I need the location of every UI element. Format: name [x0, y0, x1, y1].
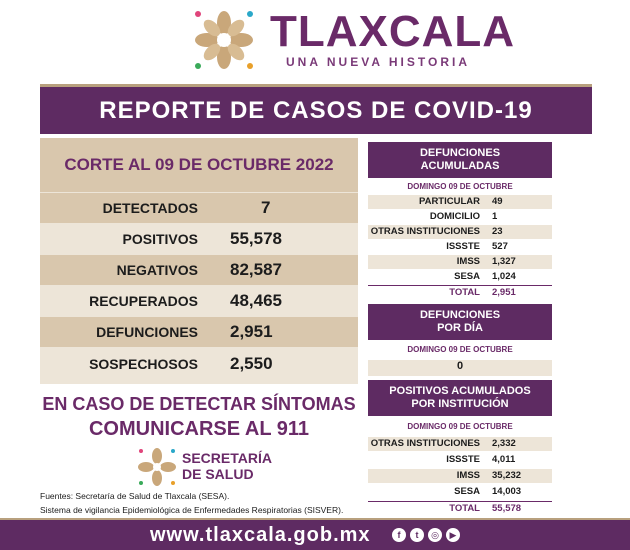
stat-row-detectados [40, 193, 358, 223]
report-title-bar [40, 84, 592, 134]
tlaxcala-flower-logo-icon [192, 8, 256, 72]
stat-value: 2,550 [230, 354, 273, 373]
table-row [368, 240, 552, 254]
positivos-institucion-header [368, 380, 552, 416]
stat-value: 82,587 [230, 260, 282, 279]
row-label: SESA [454, 271, 480, 282]
section-title: DEFUNCIONES [419, 147, 501, 159]
stat-label: DEFUNCIONES [96, 324, 198, 340]
total-label: TOTAL [449, 503, 480, 514]
row-label: PARTICULAR [418, 196, 480, 207]
total-label: TOTAL [449, 287, 480, 298]
header [0, 0, 630, 82]
row-value: 1,327 [492, 256, 516, 267]
youtube-icon[interactable]: ▶ [446, 528, 460, 542]
section-date: DOMINGO 09 DE OCTUBRE [407, 422, 513, 431]
stat-label: POSITIVOS [122, 231, 198, 247]
stat-value: 55,578 [230, 229, 282, 248]
table-row [368, 195, 552, 209]
secretaria-salud-logo-icon [136, 446, 178, 488]
table-row [368, 255, 552, 269]
section-date: DOMINGO 09 DE OCTUBRE [407, 345, 513, 354]
sisver-text: Sistema de vigilancia Epidemiológica de Enfermedades Respiratorias (SISVER). [40, 505, 344, 515]
row-label: ISSSTE [446, 454, 480, 465]
stat-label: NEGATIVOS [116, 262, 198, 278]
section-title: POR INSTITUCIÓN [411, 398, 509, 410]
section-title: ACUMULADAS [420, 160, 500, 172]
row-label: SESA [454, 486, 480, 497]
total-value: 55,578 [492, 503, 522, 514]
website-link[interactable]: www.tlaxcala.gob.mx [150, 524, 371, 546]
report-title: REPORTE DE CASOS DE COVID-19 [99, 96, 533, 124]
table-row [368, 437, 552, 451]
row-value: 23 [492, 226, 503, 237]
stat-row-negativos [40, 255, 358, 285]
table-row [368, 453, 552, 467]
section-title: POR DÍA [437, 322, 483, 334]
section-title: DEFUNCIONES [419, 309, 501, 321]
salud-line-2: DE SALUD [182, 466, 254, 482]
corte-date: CORTE AL 09 DE OCTUBRE 2022 [64, 155, 334, 174]
row-value: 1 [492, 211, 498, 222]
row-label: OTRAS INSTITUCIONES [370, 438, 480, 449]
stat-row-sospechosos [40, 349, 358, 379]
brand-tagline: UNA NUEVA HISTORIA [286, 55, 471, 69]
symptoms-notice: EN CASO DE DETECTAR SÍNTOMAS [42, 394, 356, 414]
row-label: OTRAS INSTITUCIONES [370, 226, 480, 237]
defunciones-dia-header [368, 304, 552, 340]
stat-label: SOSPECHOSOS [89, 356, 198, 372]
total-value: 2,951 [492, 287, 516, 298]
table-total-row [368, 501, 552, 515]
row-label: ISSSTE [446, 241, 480, 252]
table-row [368, 485, 552, 499]
stat-value: 2,951 [230, 322, 273, 341]
stat-row-positivos [40, 224, 358, 254]
defunciones-acumuladas-header [368, 142, 552, 178]
corte-banner [40, 138, 358, 192]
section-title: POSITIVOS ACUMULADOS [389, 385, 531, 397]
row-value: 2,332 [492, 438, 516, 449]
table-row [368, 270, 552, 284]
defunciones-dia-value: 0 [368, 360, 552, 376]
table-total-row [368, 285, 552, 299]
row-value: 4,011 [492, 454, 516, 465]
row-label: DOMICILIO [429, 211, 480, 222]
instagram-icon[interactable]: ◎ [428, 528, 442, 542]
row-value: 49 [492, 196, 503, 207]
sources-text: Fuentes: Secretaría de Salud de Tlaxcala (SESA). [40, 491, 230, 501]
row-value: 35,232 [492, 470, 522, 481]
facebook-icon[interactable]: f [392, 528, 406, 542]
stat-label: RECUPERADOS [89, 293, 198, 309]
call-911-notice: COMUNICARSE AL 911 [88, 418, 310, 440]
twitter-icon[interactable]: t [410, 528, 424, 542]
row-value: 14,003 [492, 486, 522, 497]
row-label: IMSS [456, 470, 480, 481]
brand-name: TLAXCALA [270, 7, 516, 56]
section-date: DOMINGO 09 DE OCTUBRE [407, 182, 513, 191]
stat-row-recuperados [40, 286, 358, 316]
stat-value: 7 [261, 198, 271, 217]
row-label: IMSS [456, 256, 480, 267]
stat-value: 48,465 [230, 291, 282, 310]
row-value: 1,024 [492, 271, 516, 282]
table-row [368, 225, 552, 239]
salud-line-1: SECRETARÍA [182, 450, 272, 466]
stat-row-defunciones [40, 317, 358, 347]
table-row [368, 469, 552, 483]
table-row [368, 210, 552, 224]
stat-label: DETECTADOS [102, 200, 198, 216]
row-value: 527 [492, 241, 508, 252]
